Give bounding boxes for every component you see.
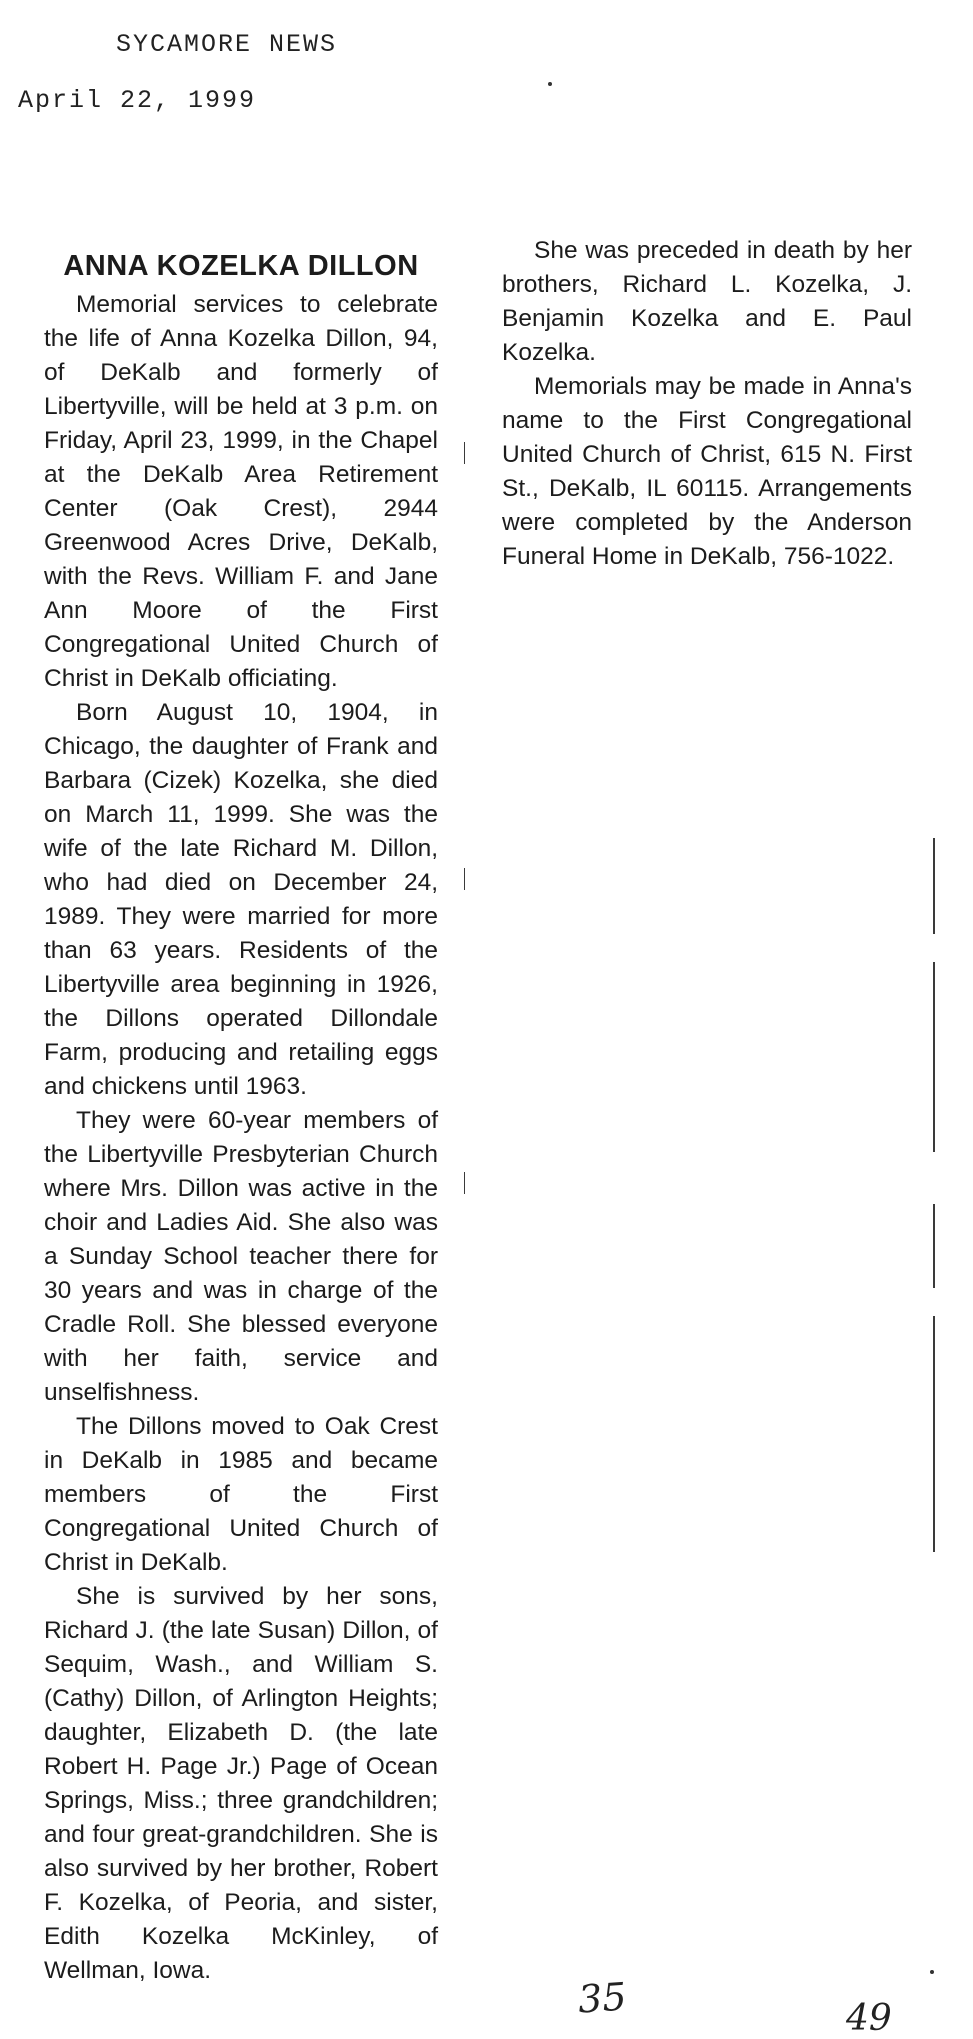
scan-artifact-line	[464, 442, 465, 464]
scan-artifact-line	[933, 962, 935, 1152]
article-paragraph: Memorial services to celebrate the life of Anna Kozelka Dillon, 94, of DeKalb and formerly of Libertyville, will be held at 3 p.m. on Friday, April 23, 1999, in the Chapel at the DeKalb Area Retirement Center (Oak Crest), 2944 Greenwood Acres Drive, DeKalb, with the Revs. William F. and Jane Ann Moore of the First Congregational United Church of Christ in DeKalb officiating.	[44, 291, 438, 692]
handwritten-corner-mark: 49	[846, 1998, 892, 2039]
article-paragraph: Memorials may be made in Anna's name to the First Congregational United Church of Christ, 615 N. First St., DeKalb, IL 60115. Arrangements were completed by the Anderson Funeral Home in DeKalb, 756-1022.	[502, 373, 912, 570]
article-paragraph: She is survived by her sons, Richard J. (the late Susan) Dillon, of Sequim, Wash., and William S. (Cathy) Dillon, of Arlington Heights; daughter, Elizabeth D. (the late Robert H. Page Jr.) Page of Ocean Springs, Miss.; three grandchildren; and four great-grandchildren. She is also survived by her brother, Robert F. Kozelka, of Peoria, and sister, Edith Kozelka McKinley, of Wellman, Iowa.	[44, 1583, 438, 1984]
scan-artifact-line	[933, 838, 935, 934]
scan-artifact-speck	[548, 82, 552, 86]
article-paragraph: She was preceded in death by her brothers, Richard L. Kozelka, J. Benjamin Kozelka and E. Paul Kozelka.	[502, 237, 912, 366]
scan-artifact-line	[464, 1172, 465, 1194]
scan-artifact-line	[464, 868, 465, 890]
scan-artifact-speck	[930, 1970, 934, 1974]
handwritten-page-number: 35	[576, 1974, 628, 2022]
publication-date: April 22, 1999	[18, 86, 257, 115]
scan-artifact-line	[933, 1204, 935, 1288]
article-column-right	[502, 234, 912, 574]
publication-name: SYCAMORE NEWS	[116, 30, 338, 59]
obituary-headline: ANNA KOZELKA DILLON	[63, 250, 419, 282]
article-paragraph: The Dillons moved to Oak Crest in DeKalb in 1985 and became members of the First Congregational United Church of Christ in DeKalb.	[44, 1413, 438, 1576]
article-paragraph: They were 60-year members of the Libertyville Presbyterian Church where Mrs. Dillon was active in the choir and Ladies Aid. She also was a Sunday School teacher there for 30 years and was in charge of the Cradle Roll. She blessed everyone with her faith, service and unselfishness.	[44, 1107, 438, 1406]
article-column-left	[44, 248, 438, 1988]
scan-artifact-line	[933, 1316, 935, 1552]
article-paragraph: Born August 10, 1904, in Chicago, the daughter of Frank and Barbara (Cizek) Kozelka, she died on March 11, 1999. She was the wife of the late Richard M. Dillon, who had died on December 24, 1989. They were married for more than 63 years. Residents of the Libertyville area beginning in 1926, the Dillons operated Dillondale Farm, producing and retailing eggs and chickens until 1963.	[44, 699, 438, 1100]
